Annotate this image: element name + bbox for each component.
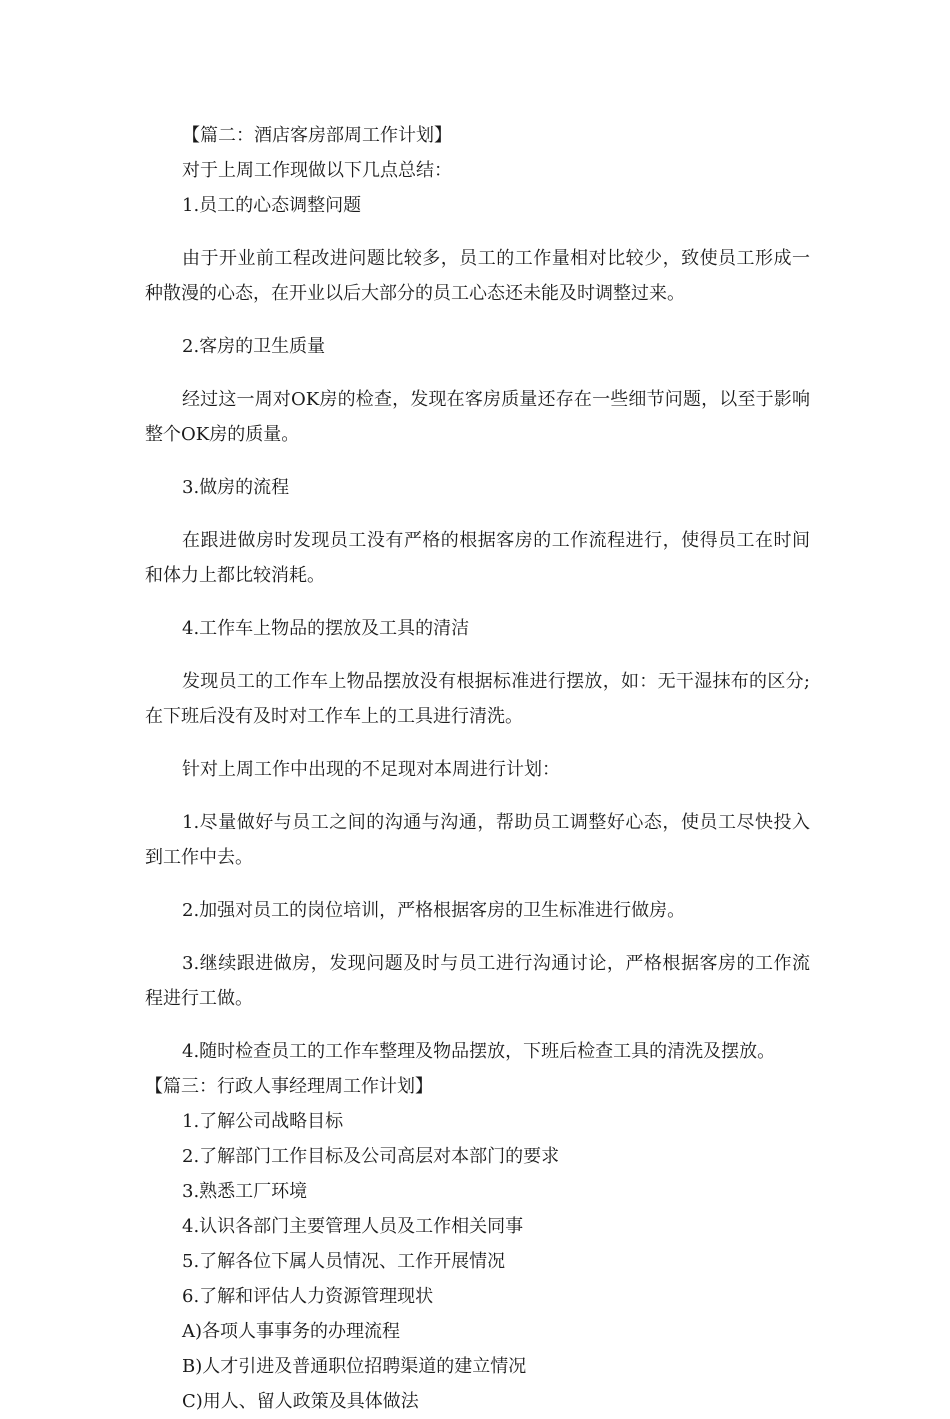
section3-item-1: 1.了解公司战略目标 <box>182 1111 344 1132</box>
section3-item-2: 2.了解部门工作目标及公司高层对本部门的要求 <box>182 1146 560 1167</box>
document-body <box>145 118 810 1419</box>
plan-item-3: 3.继续跟进做房，发现问题及时与员工进行沟通讨论，严格根据客房的工作流程进行工做。 <box>145 953 810 1009</box>
plan-intro: 针对上周工作中出现的不足现对本周进行计划： <box>182 759 560 780</box>
plan-item-2: 2.加强对员工的岗位培训，严格根据客房的卫生标准进行做房。 <box>182 900 686 921</box>
section2-title: 【篇二：酒店客房部周工作计划】 <box>182 125 452 146</box>
section3-item-5: 5.了解各位下属人员情况、工作开展情况 <box>182 1251 506 1272</box>
item1-body: 由于开业前工程改进问题比较多，员工的工作量相对比较少，致使员工形成一种散漫的心态，在开业以后大部分的员工心态还未能及时调整过来。 <box>145 248 810 304</box>
item2-title: 2.客房的卫生质量 <box>182 336 326 357</box>
item3-title: 3.做房的流程 <box>182 477 290 498</box>
item4-body: 发现员工的工作车上物品摆放没有根据标准进行摆放，如：无干湿抹布的区分;在下班后没有及时对工作车上的工具进行清洗。 <box>145 671 810 727</box>
item3-body: 在跟进做房时发现员工没有严格的根据客房的工作流程进行，使得员工在时间和体力上都比较消耗。 <box>145 530 810 586</box>
section2-intro: 对于上周工作现做以下几点总结： <box>182 160 452 181</box>
item4-title: 4.工作车上物品的摆放及工具的清洁 <box>182 618 470 639</box>
section3-item-4: 4.认识各部门主要管理人员及工作相关同事 <box>182 1216 524 1237</box>
item2-body: 经过这一周对OK房的检查，发现在客房质量还存在一些细节问题，以至于影响整个OK房的质量。 <box>145 389 810 445</box>
section3-item-3: 3.熟悉工厂环境 <box>182 1181 308 1202</box>
section3-sub-c: C)用人、留人政策及具体做法 <box>182 1391 419 1412</box>
item1-title: 1.员工的心态调整问题 <box>182 195 362 216</box>
plan-item-1: 1.尽量做好与员工之间的沟通与沟通，帮助员工调整好心态，使员工尽快投入到工作中去。 <box>145 812 810 868</box>
section3-item-6: 6.了解和评估人力资源管理现状 <box>182 1286 434 1307</box>
plan-item-4: 4.随时检查员工的工作车整理及物品摆放，下班后检查工具的清洗及摆放。 <box>182 1041 776 1062</box>
section3-sub-b: B)人才引进及普通职位招聘渠道的建立情况 <box>182 1356 527 1377</box>
section3-sub-a: A)各项人事事务的办理流程 <box>182 1321 401 1342</box>
section3-title: 【篇三：行政人事经理周工作计划】 <box>145 1076 433 1097</box>
